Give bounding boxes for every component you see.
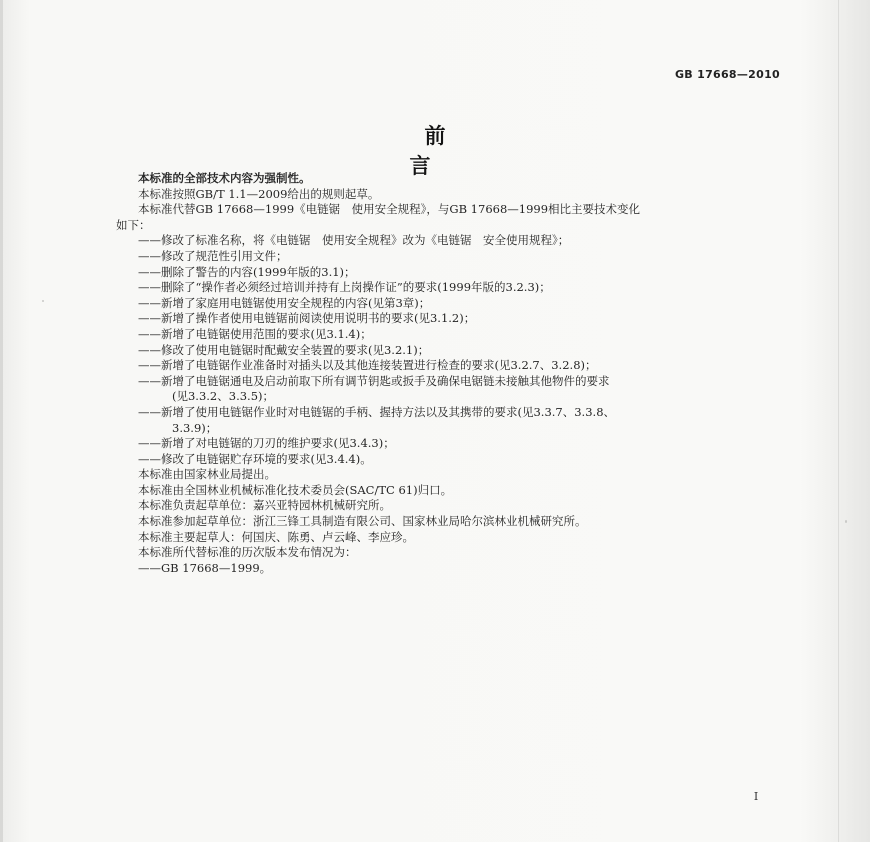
scan-edge-right — [838, 0, 839, 842]
text-line: 本标准所代替标准的历次版本发布情况为： — [138, 545, 357, 560]
text-line: ——修改了电链锯贮存环境的要求(见3.4.4)。 — [138, 451, 372, 466]
text-line: 3.3.9)； — [172, 420, 218, 435]
text-line: ——新增了使用电链锯作业时对电链锯的手柄、握持方法以及其携带的要求(见3.3.7、3.3.8、 — [138, 404, 616, 419]
scan-speck — [845, 520, 847, 523]
text-line: ——修改了使用电链锯时配戴安全装置的要求(见3.2.1)； — [138, 342, 430, 357]
text-line: ——新增了电链锯作业准备时对插头以及其他连接装置进行检查的要求(见3.2.7、3.2.8)； — [138, 358, 597, 373]
text-line: 本标准代替GB 17668—1999《电链锯 使用安全规程》，与GB 17668—1999相比主要技术变化 — [138, 202, 641, 217]
text-line: ——新增了电链锯通电及启动前取下所有调节钥匙或扳手及确保电锯链未接触其他物件的要求 — [138, 373, 610, 388]
foreword-body — [116, 171, 786, 576]
text-line: (见3.3.2、3.3.5)； — [172, 389, 274, 404]
text-line: ——删除了警告的内容(1999年版的3.1)； — [138, 264, 356, 279]
text-line: ——修改了标准名称，将《电链锯 使用安全规程》改为《电链锯 安全使用规程》； — [138, 233, 570, 248]
text-line: ——修改了规范性引用文件； — [138, 248, 288, 263]
scan-speck — [42, 300, 44, 302]
text-line: 本标准按照GB/T 1.1—2009给出的规则起草。 — [138, 186, 380, 201]
text-line: ——新增了操作者使用电链锯前阅读使用说明书的要求(见3.1.2)； — [138, 311, 476, 326]
text-line: ——GB 17668—1999。 — [138, 560, 272, 575]
text-line: 如下： — [116, 217, 151, 232]
text-line: 本标准的全部技术内容为强制性。 — [138, 171, 311, 185]
text-line: 本标准主要起草人：何国庆、陈勇、卢云峰、李应珍。 — [138, 529, 414, 544]
text-line: ——新增了对电链锯的刀刃的维护要求(见3.4.3)； — [138, 436, 395, 451]
text-line: ——删除了“操作者必须经过培训并持有上岗操作证”的要求(1999年版的3.2.3)； — [138, 280, 551, 295]
scan-edge-left — [0, 0, 3, 842]
page-title: 前 言 — [409, 124, 527, 178]
text-line: ——新增了家庭用电链锯使用安全规程的内容(见第3章)； — [138, 295, 431, 310]
text-line: 本标准由全国林业机械标准化技术委员会(SAC/TC 61)归口。 — [138, 482, 453, 497]
text-line: 本标准参加起草单位：浙江三锋工具制造有限公司、国家林业局哈尔滨林业机械研究所。 — [138, 514, 587, 529]
document-code: GB 17668—2010 — [674, 68, 780, 81]
text-line: 本标准由国家林业局提出。 — [138, 467, 276, 482]
text-line: ——新增了电链锯使用范围的要求(见3.1.4)； — [138, 326, 372, 341]
text-line: 本标准负责起草单位：嘉兴亚特园林机械研究所。 — [138, 498, 391, 513]
page-number: I — [753, 790, 759, 803]
